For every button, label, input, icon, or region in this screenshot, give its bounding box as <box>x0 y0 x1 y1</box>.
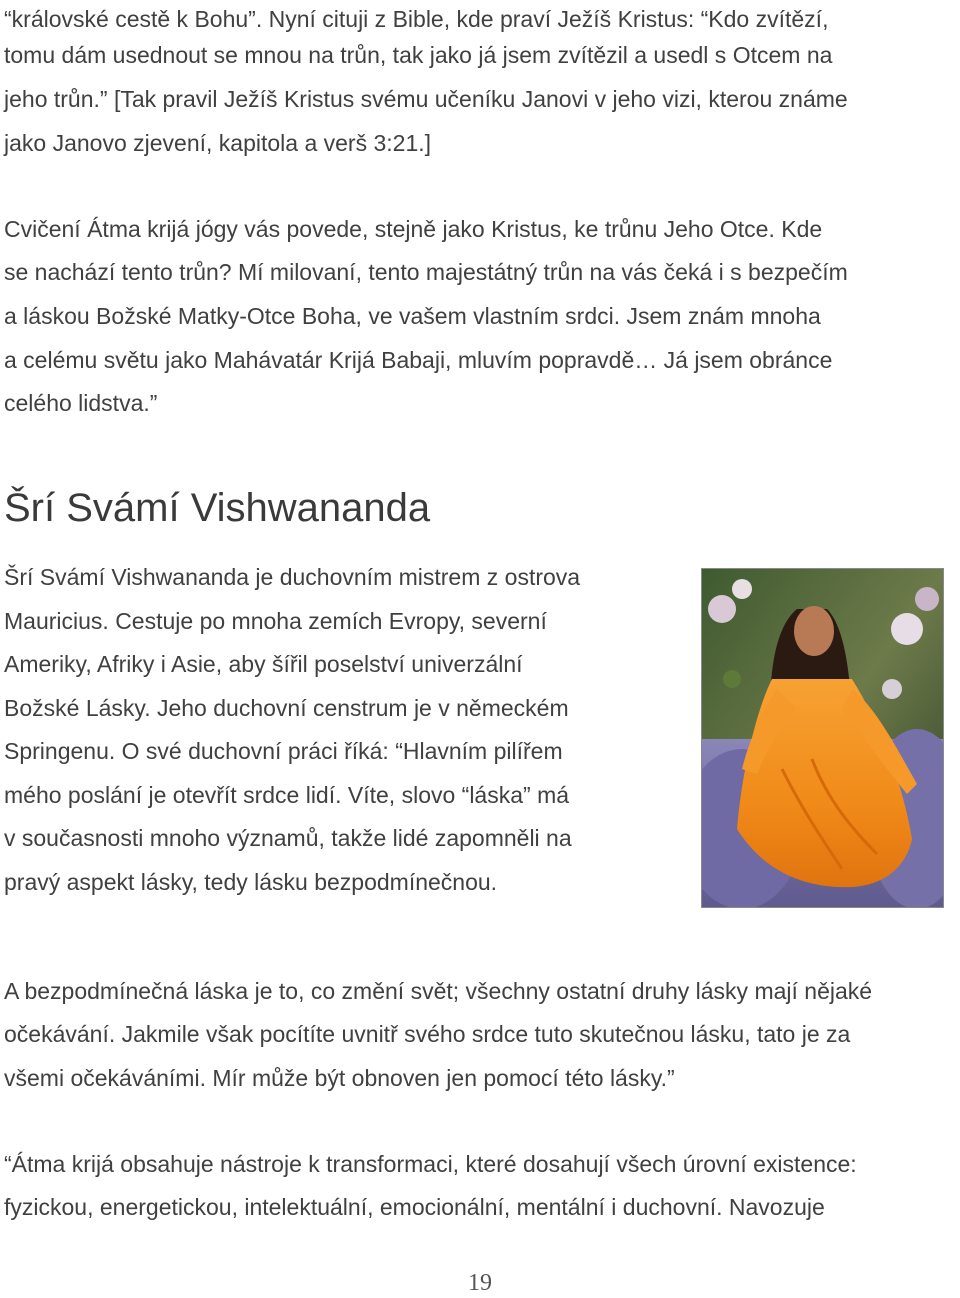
paragraph-3-line-6: mého poslání je otevřít srdce lidí. Víte, slovo “láska” má <box>4 782 570 808</box>
paragraph-4-line-2: očekávání. Jakmile však pocítíte uvnitř svého srdce tuto skutečnou lásku, tato je za <box>4 1021 851 1047</box>
paragraph-2-line-5: celého lidstva.” <box>4 390 158 416</box>
paragraph-3-line-4: Božské Lásky. Jeho duchovní censtrum je v německém <box>4 695 569 721</box>
paragraph-3-line-2: Mauricius. Cestuje po mnoha zemích Evropy, severní <box>4 608 547 634</box>
paragraph-2-line-1: Cvičení Átma krijá jógy vás povede, stejně jako Kristus, ke trůnu Jeho Otce. Kde <box>4 216 823 242</box>
paragraph-1-line-3: jeho trůn.” [Tak pravil Ježíš Kristus svému učeníku Janovi v jeho vizi, kterou známe <box>4 86 848 112</box>
paragraph-1-line-1: “královské cestě k Bohu”. Nyní cituji z Bible, kde praví Ježíš Kristus: “Kdo zvítězí, <box>4 6 829 32</box>
paragraph-4-line-3: všemi očekáváními. Mír může být obnoven jen pomocí této lásky.” <box>4 1065 675 1091</box>
paragraph-1-line-2: tomu dám usednout se mnou na trůn, tak jako já jsem zvítězil a usedl s Otcem na <box>4 42 833 68</box>
page-number: 19 <box>468 1270 492 1296</box>
portrait-photo <box>701 568 944 908</box>
paragraph-3-line-7: v současnosti mnoho významů, takže lidé zapomněli na <box>4 825 572 851</box>
paragraph-2-line-2: se nachází tento trůn? Mí milovaní, tento majestátný trůn na vás čeká i s bezpečím <box>4 259 848 285</box>
paragraph-3-line-3: Ameriky, Afriky i Asie, aby šířil poselství univerzální <box>4 651 523 677</box>
paragraph-2-line-3: a láskou Božské Matky-Otce Boha, ve vašem vlastním srdci. Jsem znám mnoha <box>4 303 821 329</box>
paragraph-3-line-1: Šrí Svámí Vishwananda je duchovním mistrem z ostrova <box>4 564 581 590</box>
paragraph-4-line-1: A bezpodmínečná láska je to, co změní svět; všechny ostatní druhy lásky mají nějaké <box>4 978 873 1004</box>
paragraph-5-line-1: “Átma krijá obsahuje nástroje k transformaci, které dosahují všech úrovní existence: <box>4 1151 857 1177</box>
paragraph-5-line-2: fyzickou, energetickou, intelektuální, emocionální, mentální i duchovní. Navozuje <box>4 1194 825 1220</box>
section-heading: Šrí Svámí Vishwananda <box>4 486 431 530</box>
paragraph-3-line-5: Springenu. O své duchovní práci říká: “Hlavním pilířem <box>4 738 563 764</box>
paragraph-2-line-4: a celému světu jako Mahávatár Krijá Babaji, mluvím popravdě… Já jsem obránce <box>4 347 833 373</box>
paragraph-1-line-4: jako Janovo zjevení, kapitola a verš 3:21.] <box>4 130 432 156</box>
paragraph-3-line-8: pravý aspekt lásky, tedy lásku bezpodmínečnou. <box>4 869 498 895</box>
